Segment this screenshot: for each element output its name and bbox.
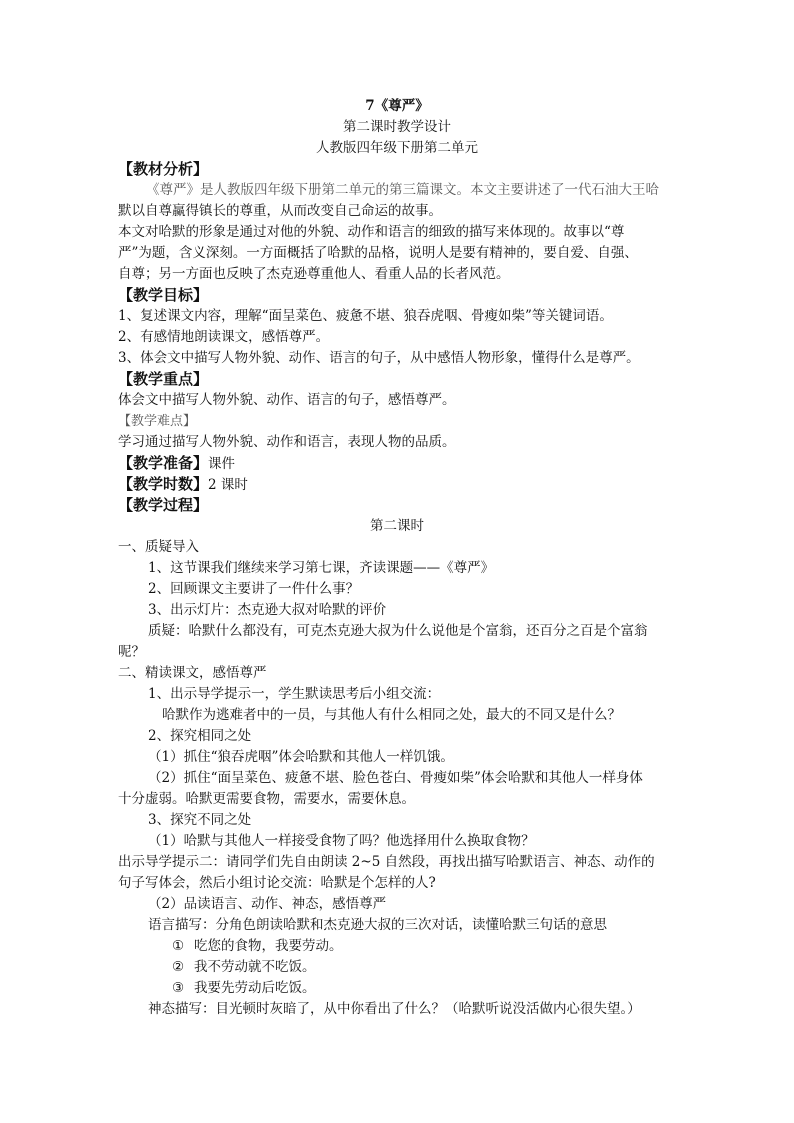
goals-heading: 【教学目标】 (118, 286, 209, 304)
prep-text: 课件 (208, 456, 236, 472)
process-heading: 【教学过程】 (118, 496, 209, 514)
quote-2-text: 我不劳动就不吃饭。 (194, 959, 316, 975)
analysis-paragraph-1-line-2: 默以自尊赢得镇长的尊重，从而改变自己命运的故事。 (118, 203, 442, 219)
analysis-paragraph-1-line-1: 《尊严》是人教版四年级下册第二单元的第三篇课文。本文主要讲述了一代石油大王哈 (146, 182, 659, 198)
goal-3: 3、体会文中描写人物外貌、动作、语言的句子，从中感悟人物形象，懂得什么是尊严。 (118, 350, 640, 366)
time-line (118, 474, 678, 496)
section-1-title: 一、质疑导入 (118, 539, 199, 555)
edition-line: 人教版四年级下册第二单元 (316, 140, 478, 156)
section-2-item-2-a: （1）抓住“狼吞虎咽”体会哈默和其他人一样饥饿。 (148, 749, 454, 765)
analysis-paragraph-2-line-3: 自尊；另一方面也反映了杰克逊尊重他人、看重人品的长者风范。 (118, 266, 510, 282)
analysis-heading: 【教材分析】 (118, 160, 209, 178)
guide-prompt-2-line-2: 句子写体会，然后小组讨论交流：哈默是个怎样的人? (118, 875, 436, 891)
analysis-paragraph-2-line-1: 本文对哈默的形象是通过对他的外貌、动作和语言的细致的描写来体现的。故事以“尊 (118, 224, 625, 240)
lesson-subtitle: 第二课时教学设计 (343, 119, 451, 135)
difficulty-text: 学习通过描写人物外貌、动作和语言，表现人物的品质。 (118, 434, 456, 450)
circled-number-2: ② (172, 959, 185, 975)
section-1-item-3: 3、出示灯片：杰克逊大叔对哈默的评价 (148, 602, 387, 618)
time-heading: 【教学时数】 (118, 475, 209, 493)
expression-description: 神态描写：目光顿时灰暗了，从中你看出了什么？（哈默听说没活做内心很失望。） (148, 1001, 641, 1017)
section-2-item-3-b: （2）品读语言、动作、神态，感悟尊严 (148, 896, 387, 912)
key-point-heading: 【教学重点】 (118, 370, 209, 388)
quote-1-text: 吃您的食物，我要劳动。 (194, 938, 343, 954)
analysis-paragraph-2-line-2: 严”为题，含义深刻。一方面概括了哈默的品格，说明人是要有精神的，要自爱、自强、 (118, 245, 638, 261)
section-1-item-1: 1、这节课我们继续来学习第七课，齐读课题——《尊严》 (148, 560, 495, 576)
quote-1 (172, 936, 732, 957)
prep-line (118, 453, 678, 475)
guide-prompt-2-line-1: 出示导学提示二：请同学们先自由朗读 2~5 自然段，再找出描写哈默语言、神态、动作的 (118, 854, 655, 870)
quote-2 (172, 957, 732, 978)
section-2-item-2-b-line-1: （2）抓住“面呈菜色、疲惫不堪、脸色苍白、骨瘦如柴”体会哈默和其他人一样身体 (148, 770, 643, 786)
section-2-item-3-a: （1）哈默与其他人一样接受食物了吗？他选择用什么换取食物？ (148, 833, 535, 849)
language-description: 语言描写：分角色朗读哈默和杰克逊大叔的三次对话，读懂哈默三句话的意思 (148, 917, 607, 933)
key-point-text: 体会文中描写人物外貌、动作、语言的句子，感悟尊严。 (118, 392, 456, 408)
section-1-item-2: 2、回顾课文主要讲了一件什么事？ (148, 581, 360, 597)
time-text: 2 课时 (208, 477, 248, 493)
section-2-item-2-b-line-2: 十分虚弱。哈默更需要食物，需要水，需要休息。 (118, 791, 415, 807)
goal-1: 1、复述课文内容，理解“面呈菜色、疲惫不堪、狼吞虎咽、骨瘦如柴”等关键词语。 (118, 308, 613, 324)
goal-2: 2、有感情地朗读课文，感悟尊严。 (118, 329, 330, 345)
circled-number-3: ③ (172, 980, 185, 996)
section-1-question-line-1: 质疑：哈默什么都没有，可克杰克逊大叔为什么说他是个富翁，还百分之百是个富翁 (148, 623, 648, 639)
difficulty-heading: 【教学难点】 (118, 414, 197, 429)
quote-3-text: 我要先劳动后吃饭。 (194, 980, 316, 996)
section-2-item-1: 1、出示导学提示一，学生默读思考后小组交流： (148, 686, 441, 702)
section-2-item-3: 3、探究不同之处 (148, 812, 252, 828)
section-2-item-1-question: 哈默作为逃难者中的一员，与其他人有什么相同之处，最大的不同又是什么？ (162, 707, 621, 723)
circled-number-1: ① (172, 938, 185, 954)
prep-heading: 【教学准备】 (118, 454, 209, 472)
lesson-title: 7《尊严》 (365, 98, 429, 114)
quote-3 (172, 978, 732, 999)
section-2-item-2: 2、探究相同之处 (148, 728, 252, 744)
section-2-title: 二、精读课文，感悟尊严 (118, 665, 267, 681)
section-1-question-line-2: 呢？ (118, 644, 145, 660)
session-title: 第二课时 (370, 518, 424, 534)
